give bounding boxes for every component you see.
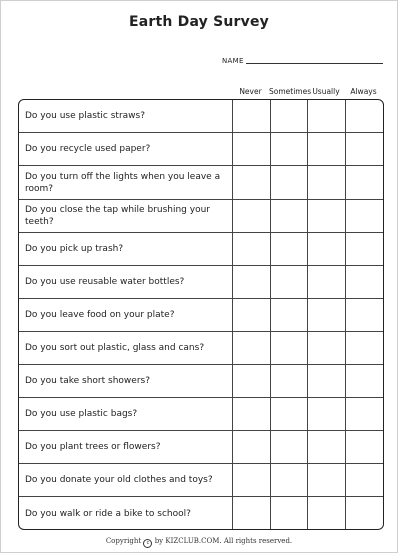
answer-cell-never[interactable] [233, 200, 271, 232]
answer-cell-usually[interactable] [308, 497, 346, 530]
answer-cell-usually[interactable] [308, 299, 346, 331]
answer-cell-usually[interactable] [308, 266, 346, 298]
answer-cell-usually[interactable] [308, 332, 346, 364]
answer-cell-always[interactable] [346, 200, 383, 232]
question-text: Do you pick up trash? [19, 233, 233, 265]
answer-cell-never[interactable] [233, 431, 271, 463]
answer-cell-sometimes[interactable] [271, 497, 309, 530]
survey-row [19, 464, 383, 497]
answer-cell-sometimes[interactable] [271, 233, 309, 265]
survey-table [18, 99, 384, 530]
survey-row [19, 166, 383, 200]
answer-cell-usually[interactable] [308, 233, 346, 265]
answer-cell-sometimes[interactable] [271, 166, 309, 199]
answer-cell-always[interactable] [346, 431, 383, 463]
name-line[interactable] [246, 63, 383, 64]
question-text: Do you walk or ride a bike to school? [19, 497, 233, 530]
copyright-prefix: Copyright [105, 537, 142, 545]
survey-row [19, 299, 383, 332]
column-header-never: Never [239, 87, 262, 96]
answer-cell-always[interactable] [346, 133, 383, 165]
answer-cell-sometimes[interactable] [271, 266, 309, 298]
answer-cell-never[interactable] [233, 100, 271, 132]
copyright-icon: c [143, 539, 152, 548]
answer-cell-never[interactable] [233, 464, 271, 496]
answer-cell-never[interactable] [233, 166, 271, 199]
survey-row [19, 365, 383, 398]
survey-row [19, 200, 383, 233]
survey-row [19, 133, 383, 166]
answer-cell-sometimes[interactable] [271, 200, 309, 232]
survey-row [19, 497, 383, 530]
answer-cell-sometimes[interactable] [271, 299, 309, 331]
question-text: Do you close the tap while brushing your teeth? [19, 200, 233, 232]
question-text: Do you turn off the lights when you leave a room? [19, 166, 233, 199]
answer-cell-sometimes[interactable] [271, 133, 309, 165]
answer-cell-sometimes[interactable] [271, 398, 309, 430]
survey-row [19, 233, 383, 266]
column-header-usually: Usually [312, 87, 340, 96]
answer-cell-always[interactable] [346, 332, 383, 364]
answer-cell-sometimes[interactable] [271, 100, 309, 132]
answer-cell-never[interactable] [233, 299, 271, 331]
answer-cell-never[interactable] [233, 133, 271, 165]
answer-cell-usually[interactable] [308, 431, 346, 463]
question-text: Do you recycle used paper? [19, 133, 233, 165]
answer-cell-never[interactable] [233, 365, 271, 397]
survey-row [19, 431, 383, 464]
answer-cell-always[interactable] [346, 266, 383, 298]
answer-cell-always[interactable] [346, 497, 383, 530]
answer-cell-usually[interactable] [308, 200, 346, 232]
question-text: Do you use reusable water bottles? [19, 266, 233, 298]
answer-cell-always[interactable] [346, 365, 383, 397]
survey-row [19, 266, 383, 299]
answer-cell-never[interactable] [233, 398, 271, 430]
page-title: Earth Day Survey [129, 14, 269, 30]
question-text: Do you plant trees or flowers? [19, 431, 233, 463]
answer-cell-usually[interactable] [308, 100, 346, 132]
answer-cell-sometimes[interactable] [271, 464, 309, 496]
column-header-sometimes: Sometimes [269, 87, 312, 96]
answer-cell-never[interactable] [233, 233, 271, 265]
survey-row [19, 398, 383, 431]
question-text: Do you donate your old clothes and toys? [19, 464, 233, 496]
answer-cell-usually[interactable] [308, 133, 346, 165]
answer-cell-always[interactable] [346, 166, 383, 199]
answer-cell-usually[interactable] [308, 464, 346, 496]
column-headers [232, 87, 382, 99]
answer-cell-never[interactable] [233, 332, 271, 364]
answer-cell-usually[interactable] [308, 398, 346, 430]
answer-cell-always[interactable] [346, 233, 383, 265]
name-field [222, 57, 383, 65]
answer-cell-never[interactable] [233, 497, 271, 530]
name-label: NAME [222, 57, 244, 65]
answer-cell-sometimes[interactable] [271, 365, 309, 397]
answer-cell-sometimes[interactable] [271, 431, 309, 463]
question-text: Do you take short showers? [19, 365, 233, 397]
answer-cell-never[interactable] [233, 266, 271, 298]
answer-cell-sometimes[interactable] [271, 332, 309, 364]
answer-cell-always[interactable] [346, 299, 383, 331]
answer-cell-always[interactable] [346, 464, 383, 496]
question-text: Do you use plastic bags? [19, 398, 233, 430]
answer-cell-always[interactable] [346, 100, 383, 132]
survey-row [19, 332, 383, 365]
survey-row [19, 100, 383, 133]
question-text: Do you leave food on your plate? [19, 299, 233, 331]
column-header-always: Always [350, 87, 377, 96]
answer-cell-always[interactable] [346, 398, 383, 430]
copyright-footer [1, 537, 397, 548]
question-text: Do you use plastic straws? [19, 100, 233, 132]
answer-cell-usually[interactable] [308, 166, 346, 199]
copyright-text: by KIZCLUB.COM. All rights reserved. [154, 537, 293, 545]
answer-cell-usually[interactable] [308, 365, 346, 397]
question-text: Do you sort out plastic, glass and cans? [19, 332, 233, 364]
